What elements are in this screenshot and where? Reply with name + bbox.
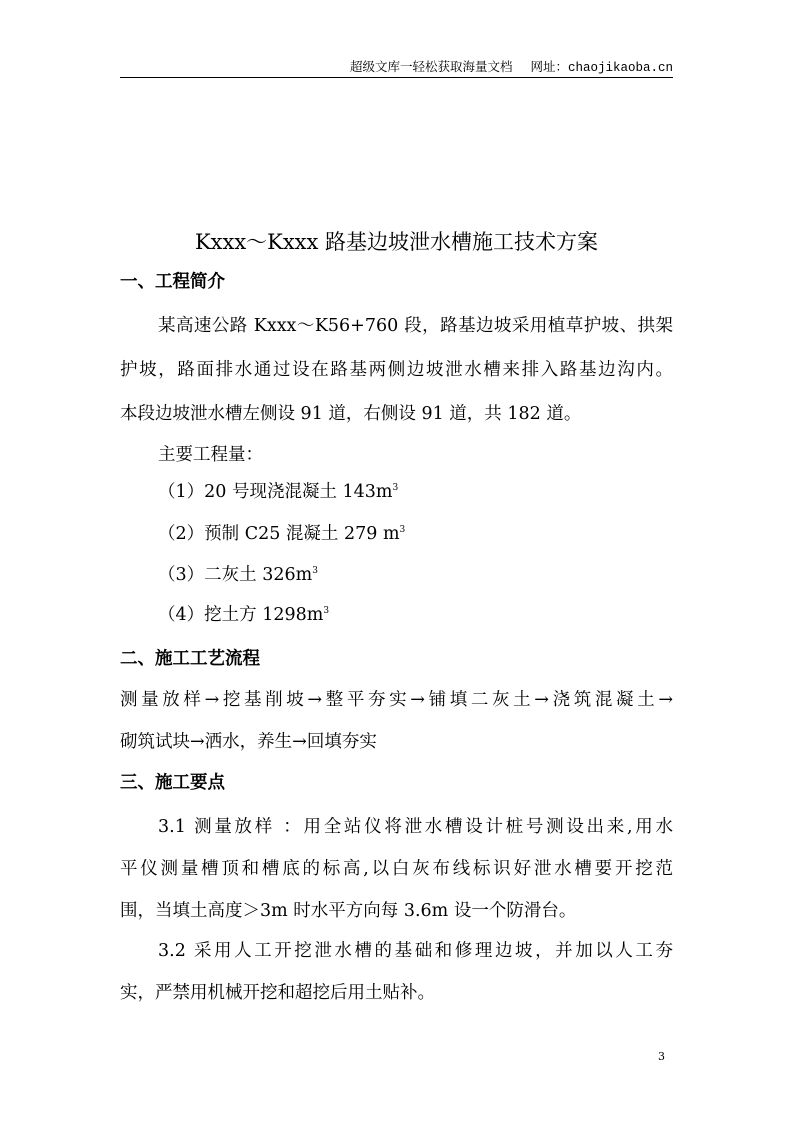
paragraph-line: 3.1 测量放样 ：用全站仪将泄水槽设计桩号测设出来,用水 bbox=[158, 817, 673, 837]
document-title: Kxxx～Kxxx 路基边坡泄水槽施工技术方案 bbox=[194, 230, 599, 254]
paragraph-line: 护坡，路面排水通过设在路基两侧边坡泄水槽来排入路基边沟内。 bbox=[120, 360, 673, 380]
section-heading: 一、工程简介 bbox=[120, 272, 225, 292]
paragraph-line: 某高速公路 Kxxx～K56+760 段，路基边坡采用植草护坡、拱架 bbox=[158, 316, 673, 336]
superscript: 3 bbox=[312, 566, 318, 576]
page-number: 3 bbox=[658, 1050, 665, 1063]
quantity-text: （3）二灰土 326m bbox=[158, 565, 313, 585]
quantity-item bbox=[158, 564, 673, 586]
superscript: 3 bbox=[399, 525, 406, 535]
flow-line: 测量放样→挖基削坡→整平夯实→铺填二灰土→浇筑混凝土→ bbox=[120, 690, 673, 710]
page-header bbox=[350, 57, 673, 75]
quantity-text: （4）挖土方 1298m bbox=[158, 605, 324, 625]
section-heading: 三、施工要点 bbox=[120, 773, 225, 793]
paragraph-line: 实，严禁用机械开挖和超挖后用土贴补。 bbox=[120, 983, 435, 1003]
quantity-item bbox=[158, 604, 673, 626]
header-rule bbox=[120, 77, 673, 78]
quantity-text: （2）预制 C25 混凝土 279 m bbox=[158, 524, 400, 544]
header-site-name: 超级文库一轻松获取海量文档 bbox=[349, 59, 513, 74]
paragraph-line: 本段边坡泄水槽左侧设 91 道，右侧设 91 道，共 182 道。 bbox=[120, 404, 582, 424]
header-url[interactable]: chaojikaoba.cn bbox=[567, 61, 673, 75]
quantities-label: 主要工程量： bbox=[158, 445, 263, 465]
quantity-text: （1）20 号现浇混凝土 143m bbox=[158, 482, 393, 502]
paragraph-line: 平仪测量槽顶和槽底的标高,以白灰布线标识好泄水槽要开挖范 bbox=[120, 859, 673, 879]
flow-line: 砌筑试块→洒水，养生→回填夯实 bbox=[120, 732, 377, 752]
header-url-label: 网址： bbox=[530, 59, 568, 74]
quantity-item bbox=[158, 523, 673, 545]
paragraph-line: 围，当填土高度＞3m 时水平方向每 3.6m 设一个防滑台。 bbox=[120, 901, 577, 921]
paragraph-line: 3.2 采用人工开挖泄水槽的基础和修理边坡，并加以人工夯 bbox=[158, 941, 673, 961]
section-heading: 二、施工工艺流程 bbox=[120, 649, 260, 669]
superscript: 3 bbox=[323, 606, 330, 616]
superscript: 3 bbox=[392, 483, 399, 493]
quantity-item bbox=[158, 481, 673, 503]
